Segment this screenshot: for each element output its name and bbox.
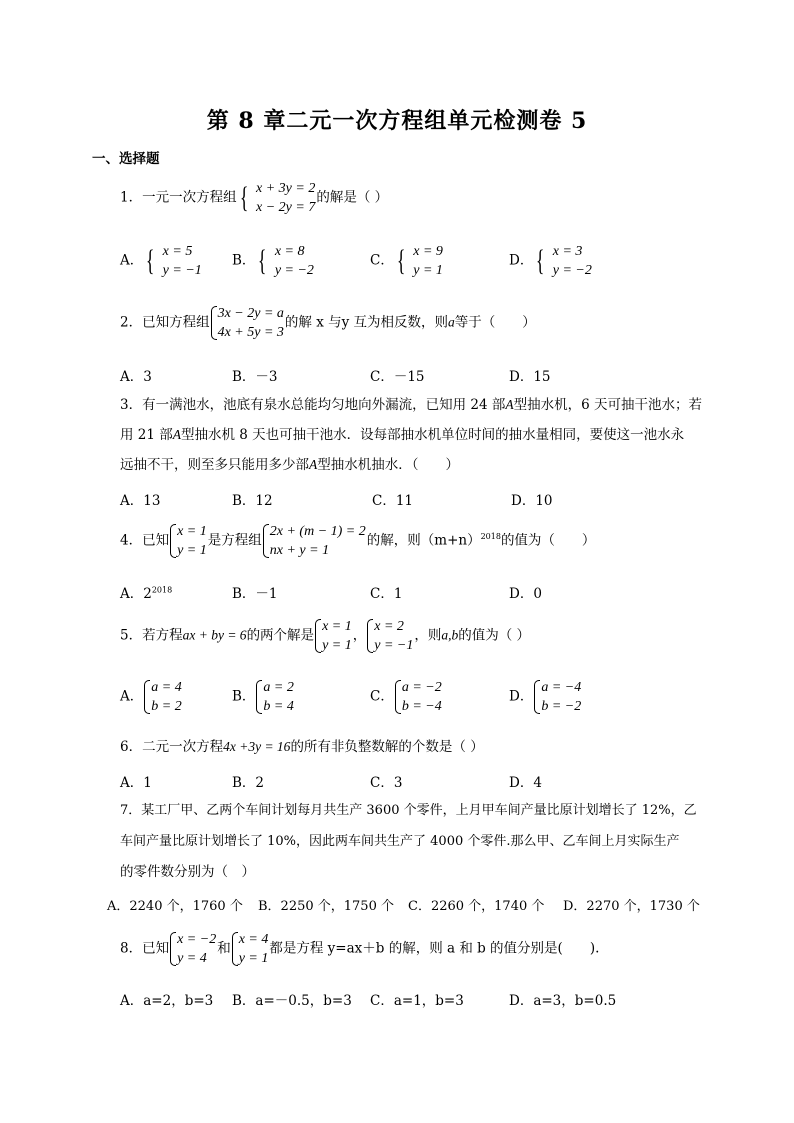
- q2-option-c: C．－15: [370, 369, 425, 385]
- option-label: A．: [120, 252, 144, 269]
- q4-mid: 是方程组: [207, 532, 262, 549]
- q4-suffix: 的解，则（m+n）: [366, 532, 481, 549]
- q1-system: [249, 179, 315, 217]
- brace-icon: {: [239, 181, 249, 214]
- q4-row: x = 1: [177, 524, 207, 539]
- q7-option-a: A．2240 个，1760 个: [107, 899, 243, 914]
- question-7-line-1: 7．某工厂甲、乙两个车间计划每月共生产 3600 个零件，上月甲车间产量比原计划增长了 12%，乙: [120, 803, 697, 818]
- q4-system-2: [263, 522, 366, 560]
- question-3-line-1: [120, 397, 702, 413]
- q3-option-c: C．11: [372, 493, 414, 509]
- q5-comma: ，: [352, 627, 367, 644]
- option-label: C．: [370, 252, 394, 269]
- q5-prefix: 5．若方程: [120, 627, 183, 644]
- q5-system-1: [315, 617, 352, 655]
- q8-option-d: D．a=3，b=0.5: [509, 993, 617, 1009]
- option-label: B．: [232, 252, 256, 269]
- q4-option-c: C．1: [370, 586, 403, 602]
- q5-option-c: [370, 678, 443, 716]
- option-row: x = 5: [162, 244, 193, 259]
- option-label: B．: [232, 688, 256, 705]
- q5-system-2: [367, 617, 413, 655]
- option-row: b = −4: [401, 699, 442, 714]
- option-label: D．: [509, 252, 534, 269]
- option-row: x = 3: [552, 244, 583, 259]
- option-row: y = −2: [552, 263, 592, 278]
- option-row: x = 9: [413, 244, 443, 259]
- q3-text: 3．有一满池水，池底有泉水总能均匀地向外漏流，已知用 24 部: [120, 397, 506, 413]
- q2-var: a: [448, 314, 455, 330]
- q2-prefix: 2．已知方程组: [120, 314, 210, 331]
- q5-vars: a,b: [441, 627, 459, 643]
- option-row: a = 2: [263, 680, 294, 695]
- q5-row: y = 1: [322, 638, 352, 653]
- q4-prefix: 4．已知: [120, 532, 170, 549]
- q4-row: y = 1: [177, 543, 207, 558]
- brace-icon: {: [396, 244, 406, 277]
- q6-prefix: 6．二元一次方程: [120, 739, 224, 755]
- q2-eq1: 3x − 2y = a: [217, 306, 284, 321]
- q3-text: 型抽水机，6 天可抽干池水；若: [513, 397, 702, 413]
- option-row: a = −2: [401, 680, 442, 695]
- q5-suffix: ，则: [414, 627, 442, 644]
- option-row: y = −1: [162, 263, 202, 278]
- q6-option-d: D．4: [509, 775, 542, 791]
- q5-option-a: [120, 678, 183, 716]
- question-7-line-2: 车间产量比原计划增长了 10%，因此两车间共生产了 4000 个零件.那么甲、乙车间上月实际生产: [120, 834, 680, 849]
- q1-option-a: [120, 242, 203, 280]
- brace-icon: {: [536, 244, 545, 277]
- q2-eq2: 4x + 5y = 3: [217, 325, 284, 340]
- q6-suffix: 的所有非负整数解的个数是（ ）: [290, 739, 484, 755]
- option-row: b = 2: [151, 699, 182, 714]
- option-label: D．: [509, 688, 534, 705]
- q3-option-a: A．13: [120, 493, 161, 509]
- q7-option-c: C．2260 个，1740 个: [408, 899, 545, 914]
- q1-option-c: [370, 242, 444, 280]
- q7-option-b: B．2250 个，1750 个: [258, 899, 394, 914]
- q3-text: 远抽不干，则至多只能用多少部: [120, 457, 309, 473]
- q6-equation: 4x +3y = 16: [223, 739, 291, 754]
- question-5: [120, 617, 530, 655]
- section-heading: 一、选择题: [92, 151, 160, 167]
- q8-prefix: 8．已知: [120, 940, 170, 957]
- q2-suffix: 的解 x 与y 互为相反数，则: [284, 314, 449, 331]
- option-row: a = −4: [541, 680, 582, 695]
- q1-suffix: 的解是（ ）: [316, 189, 389, 206]
- q5-option-b: [232, 678, 295, 716]
- option-label: A．: [120, 688, 144, 705]
- document-title: 第 8 章二元一次方程组单元检测卷 5: [206, 108, 588, 134]
- q2-suffix2: 等于（ ）: [454, 314, 536, 331]
- q3-option-b: B．12: [232, 493, 273, 509]
- q4-suffix2: 的值为（ ）: [500, 532, 596, 549]
- q8-row: x = −2: [177, 932, 217, 947]
- question-6: [120, 739, 484, 755]
- q1-prefix: 1．一元一次方程组: [120, 189, 237, 206]
- option-row: y = 1: [413, 263, 443, 278]
- q4-option-a: [120, 582, 172, 602]
- q6-option-c: C．3: [370, 775, 403, 791]
- brace-icon: {: [146, 244, 155, 277]
- option-text: A．2: [120, 586, 152, 602]
- q8-option-a: A．a=2，b=3: [120, 993, 214, 1009]
- q5-option-d: [509, 678, 582, 716]
- q4-option-b: B．－1: [232, 586, 278, 602]
- q3-var: A: [309, 457, 318, 472]
- q3-text: 型抽水机抽水．（ ）: [317, 457, 459, 473]
- option-row: b = 4: [263, 699, 294, 714]
- q1-option-d: [509, 242, 593, 280]
- q3-option-d: D．10: [511, 493, 553, 509]
- q8-row: y = 1: [238, 951, 269, 966]
- q4-row: nx + y = 1: [269, 543, 330, 558]
- question-8: [120, 930, 599, 968]
- option-row: a = 4: [151, 680, 182, 695]
- q4-row: 2x + (m − 1) = 2: [269, 524, 366, 539]
- question-2: [120, 304, 536, 342]
- q3-text: 型抽水机 8 天也可抽干池水．设每部抽水机单位时间的抽水量相同，要使这一池水永: [181, 427, 685, 443]
- q7-option-d: D．2270 个，1730 个: [563, 899, 700, 914]
- q3-var: A: [505, 397, 514, 412]
- q8-system-2: [232, 930, 269, 968]
- q8-row: x = 4: [238, 932, 269, 947]
- q4-system-1: [170, 522, 207, 560]
- q5-suffix2: 的值为（ ）: [458, 627, 531, 644]
- q5-equation: ax + by = 6: [182, 627, 247, 643]
- q2-system: [211, 304, 284, 342]
- q6-option-a: A．1: [120, 775, 152, 791]
- question-1: [120, 179, 388, 217]
- option-label: C．: [370, 688, 394, 705]
- option-row: y = −2: [274, 263, 314, 278]
- q2-option-d: D．15: [509, 369, 551, 385]
- q5-row: x = 1: [322, 619, 352, 634]
- question-7-line-3: 的零件数分别为（ ）: [120, 864, 255, 880]
- q4-exponent: 2018: [480, 532, 501, 541]
- question-4: [120, 522, 595, 560]
- option-row: x = 8: [274, 244, 305, 259]
- q1-eq2: x − 2y = 7: [256, 200, 316, 215]
- q5-row: x = 2: [374, 619, 404, 634]
- q8-mid: 和: [217, 940, 231, 957]
- q8-system-1: [170, 930, 216, 968]
- option-row: b = −2: [541, 699, 582, 714]
- question-3-line-2: [120, 427, 684, 443]
- q8-suffix: 都是方程 y=ax＋b 的解，则 a 和 b 的值分别是( ).: [269, 940, 600, 957]
- q1-eq1: x + 3y = 2: [256, 181, 316, 196]
- option-exponent: 2018: [151, 585, 173, 595]
- q8-option-b: B．a=－0.5，b=3: [232, 993, 352, 1009]
- q1-option-b: [232, 242, 315, 280]
- q8-row: y = 4: [177, 951, 207, 966]
- q2-option-a: A．3: [120, 369, 152, 385]
- q4-option-d: D．0: [509, 586, 542, 602]
- question-3-line-3: [120, 457, 459, 473]
- q6-option-b: B．2: [232, 775, 265, 791]
- q5-row: y = −1: [374, 638, 414, 653]
- q8-option-c: C．a=1，b=3: [370, 993, 464, 1009]
- q2-option-b: B．－3: [232, 369, 278, 385]
- q3-var: A: [172, 427, 182, 442]
- brace-icon: {: [258, 244, 267, 277]
- q3-text: 用 21 部: [120, 427, 173, 443]
- q5-mid: 的两个解是: [246, 627, 315, 644]
